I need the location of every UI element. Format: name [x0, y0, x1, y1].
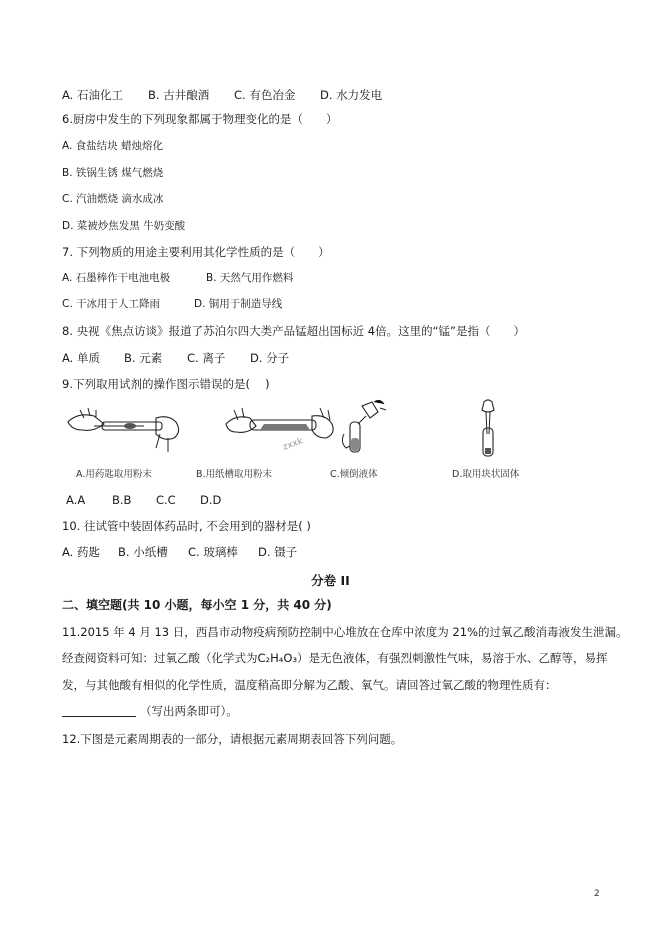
q11-line-3: 发，与其他酸有相似的化学性质，温度稍高即分解为乙酸、氧气。请回答过氧乙酸的物理性质有：: [62, 678, 557, 692]
figure-d-block-solid: [468, 398, 508, 460]
figure-c-pouring-liquid: [336, 398, 392, 460]
page-number: 2: [594, 889, 600, 899]
q9-option-d: D.D: [200, 493, 222, 507]
q10-option-b: B. 小纸槽: [118, 545, 168, 559]
q5-option-d: D. 水力发电: [320, 88, 383, 102]
q8-option-a: A. 单质: [62, 351, 100, 365]
q10-option-c: C. 玻璃棒: [188, 545, 238, 559]
figure-d-caption: D.取用块状固体: [452, 469, 520, 480]
q7-option-c: C. 干冰用于人工降雨: [62, 298, 161, 310]
q10-option-d: D. 镊子: [258, 545, 298, 559]
figure-b-caption: B.用纸槽取用粉末: [196, 469, 273, 480]
q9-option-a: A.A: [66, 493, 86, 507]
q6-option-b: B. 铁锅生锈 煤气燃烧: [62, 167, 164, 179]
q11-answer-blank[interactable]: [62, 704, 136, 717]
q10-option-a: A. 药匙: [62, 545, 100, 559]
q5-option-c: C. 有色冶金: [234, 88, 296, 102]
q6-option-d: D. 菜被炒焦发黑 牛奶变酸: [62, 220, 186, 232]
q9-option-b: B.B: [112, 493, 132, 507]
q8-option-d: D. 分子: [250, 351, 290, 365]
figure-b-paper-trough: [220, 404, 340, 458]
q9-stem: 9.下列取用试剂的操作图示错误的是( ): [62, 377, 270, 391]
figure-a-spoon-powder: [64, 404, 184, 458]
q6-stem: 6.厨房中发生的下列现象都属于物理变化的是（ ）: [62, 112, 338, 126]
q12-stem: 12.下图是元素周期表的一部分，请根据元素周期表回答下列问题。: [62, 732, 403, 746]
q11-line-2: 经查阅资料可知：过氧乙酸（化学式为C₂H₄O₃）是无色液体，有强烈刺激性气味，易溶于水、乙醇等，易挥: [62, 651, 608, 665]
q7-option-a: A. 石墨棒作干电池电极: [62, 272, 171, 284]
q5-option-b: B. 古井酿酒: [148, 88, 210, 102]
q11-line-1: 11.2015 年 4 月 13 日，西昌市动物疫病预防控制中心堆放在仓库中浓度为 21%的过氧乙酸消毒液发生泄漏。: [62, 625, 628, 639]
q6-option-a: A. 食盐结块 蜡烛熔化: [62, 140, 164, 152]
q7-option-b: B. 天然气用作燃料: [206, 272, 294, 284]
q7-option-d: D. 铜用于制造导线: [194, 298, 283, 310]
q10-stem: 10. 往试管中装固体药品时, 不会用到的器材是( ): [62, 519, 311, 533]
q5-option-a: A. 石油化工: [62, 88, 123, 102]
q11-line-4: （写出两条即可）。: [140, 704, 238, 718]
q8-option-c: C. 离子: [187, 351, 226, 365]
figure-a-caption: A.用药匙取用粉末: [76, 469, 152, 480]
q8-stem: 8. 央视《焦点访谈》报道了苏泊尔四大类产品锰超出国标近 4倍。这里的“锰”是指（ ）: [62, 324, 526, 338]
figure-c-caption: C.倾倒液体: [330, 469, 378, 480]
q6-option-c: C. 汽油燃烧 滴水成冰: [62, 193, 164, 205]
q8-option-b: B. 元素: [124, 351, 163, 365]
section-heading: 二、填空题(共 10 小题，每小空 1 分，共 40 分): [62, 598, 332, 612]
svg-text:zxxk: zxxk: [281, 436, 305, 453]
section-title: 分卷 II: [311, 573, 350, 588]
q9-option-c: C.C: [156, 493, 176, 507]
q7-stem: 7. 下列物质的用途主要利用其化学性质的是（ ）: [62, 245, 330, 259]
